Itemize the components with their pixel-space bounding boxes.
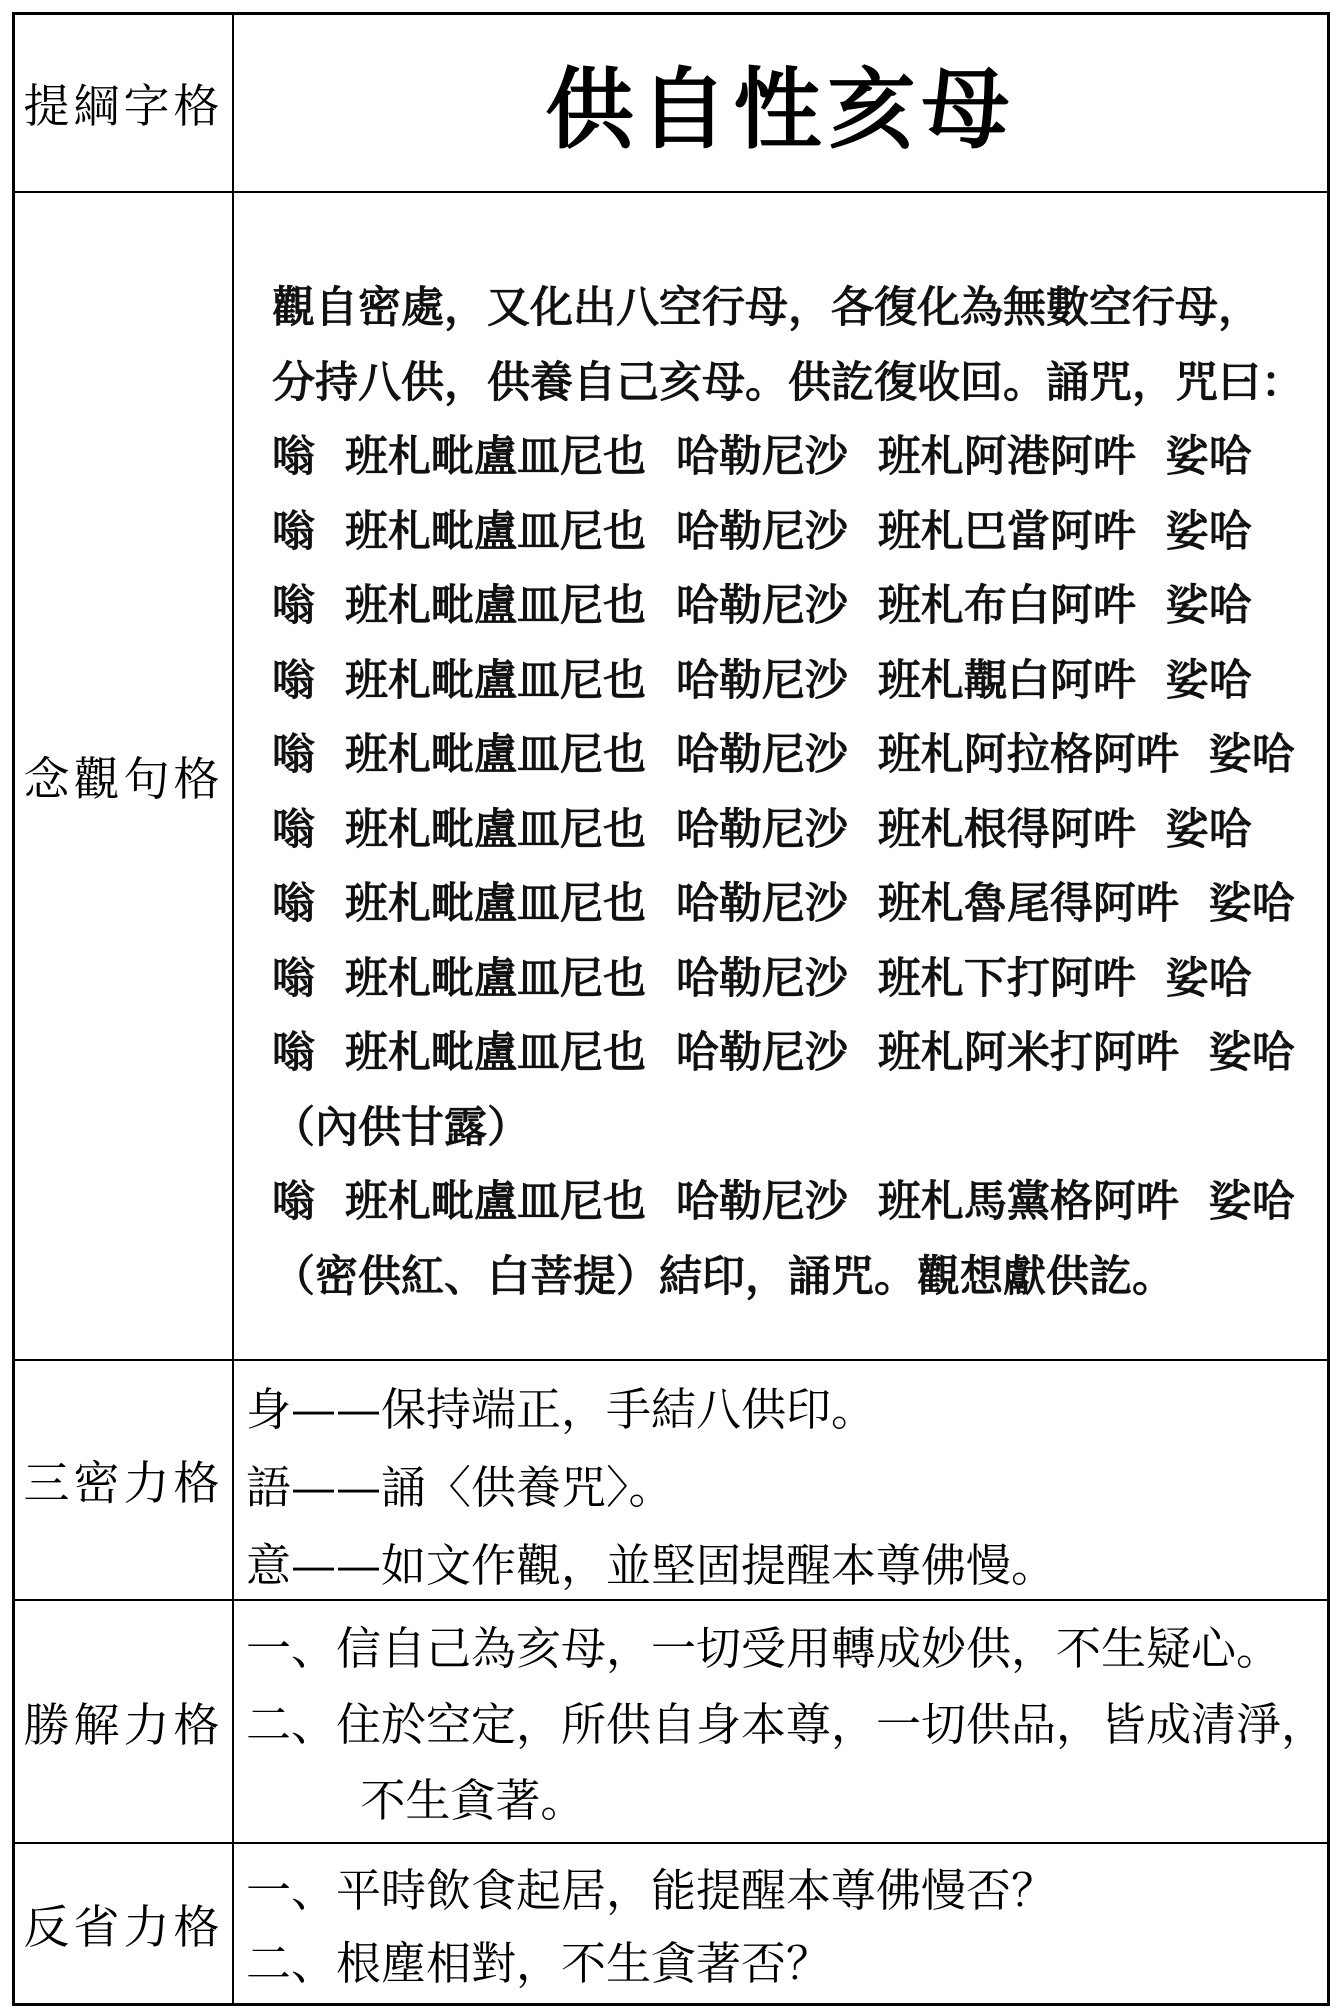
mantra-line: 嗡 班札毗盧皿尼也 哈勒尼沙 班札阿拉格阿吽 娑哈 [272, 730, 1295, 780]
mantra-line: 嗡 班札毗盧皿尼也 哈勒尼沙 班札馬黨格阿吽 娑哈 [272, 1177, 1295, 1227]
reflection-text [234, 1844, 1327, 2003]
mantra-line: 嗡 班札毗盧皿尼也 哈勒尼沙 班札覯白阿吽 娑哈 [272, 655, 1252, 706]
mantra-line: 嗡 班札毗盧皿尼也 哈勒尼沙 班札根得阿吽 娑哈 [272, 804, 1252, 855]
mantra-line: 嗡 班札毗盧皿尼也 哈勒尼沙 班札阿米打阿吽 娑哈 [272, 1028, 1295, 1078]
conviction-text [234, 1601, 1327, 1844]
text-line: 二、根塵相對，不生貪著否？ [246, 1937, 832, 1990]
three-secrets-text [234, 1361, 1327, 1601]
mantra-line: 嗡 班札毗盧皿尼也 哈勒尼沙 班札魯尾得阿吽 娑哈 [272, 879, 1295, 929]
text-line: 一、信自己為亥母，一切受用轉成妙供，不生疑心。 [246, 1622, 1282, 1675]
visualization-text [234, 193, 1327, 1361]
text-line: 二、住於空定，所供自身本尊，一切供品，皆成清淨， [246, 1698, 1327, 1751]
text-line: 意——如文作觀，並堅固提醒本尊佛慢。 [246, 1539, 1057, 1592]
row-label-fanxing: 反省力格 [15, 1844, 234, 2003]
row-label-tigang: 提綱字格 [15, 15, 234, 193]
row-label-sanmi: 三密力格 [15, 1361, 234, 1601]
mantra-line: 嗡 班札毗盧皿尼也 哈勒尼沙 班札阿港阿吽 娑哈 [272, 432, 1252, 482]
text-line: 觀自密處，又化出八空行母，各復化為無數空行母， [272, 283, 1261, 333]
text-line: 身——保持端正，手結八供印。 [246, 1383, 877, 1436]
page-title: 供自性亥母 [234, 15, 1327, 193]
text-line: （密供紅、白菩提）結印，誦咒。觀想獻供訖。 [272, 1251, 1175, 1302]
mantra-line: 嗡 班札毗盧皿尼也 哈勒尼沙 班札下打阿吽 娑哈 [272, 953, 1252, 1004]
text-line: 不生貪著。 [246, 1774, 586, 1827]
mantra-line: 嗡 班札毗盧皿尼也 哈勒尼沙 班札巴當阿吽 娑哈 [272, 506, 1252, 557]
text-line: 一、平時飲食起居，能提醒本尊佛慢否？ [246, 1864, 1057, 1917]
row-label-shengjie: 勝解力格 [15, 1601, 234, 1844]
practice-table [12, 12, 1330, 2006]
text-line: （內供甘露） [272, 1102, 530, 1153]
text-line: 語——誦〈供養咒〉。 [246, 1461, 674, 1514]
text-line: 分持八供，供養自己亥母。供訖復收回。誦咒，咒曰： [272, 357, 1304, 408]
row-label-nianguan: 念觀句格 [15, 193, 234, 1361]
mantra-line: 嗡 班札毗盧皿尼也 哈勒尼沙 班札布白阿吽 娑哈 [272, 581, 1252, 631]
